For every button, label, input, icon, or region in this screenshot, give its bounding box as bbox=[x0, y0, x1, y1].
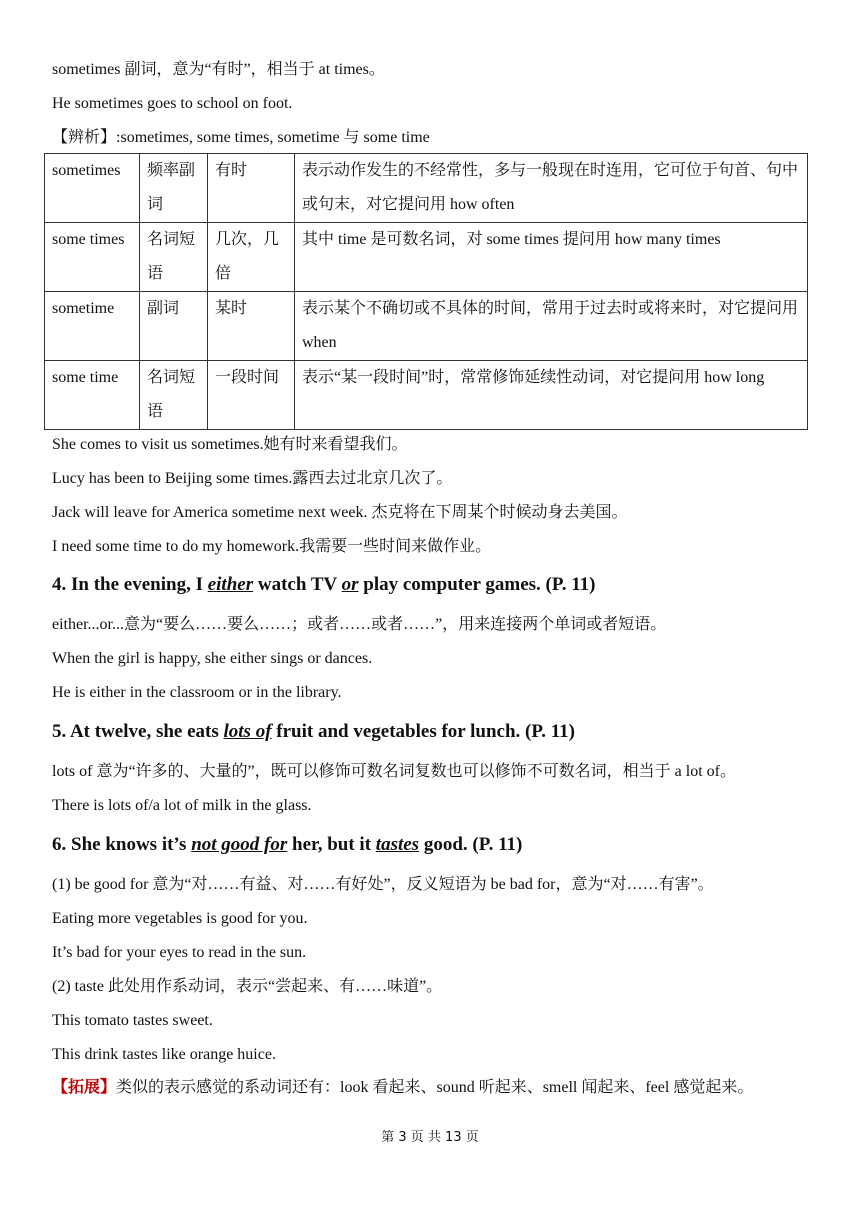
heading-text: fruit and vegetables for lunch. (P. 11) bbox=[271, 721, 576, 742]
heading-keyword: lots of bbox=[223, 721, 272, 742]
heading-keyword: not good for bbox=[191, 834, 288, 855]
expand-note bbox=[52, 1078, 753, 1098]
example-line: This tomato tastes sweet. bbox=[52, 1012, 213, 1029]
table-cell-meaning: 几次，几倍 bbox=[208, 223, 295, 292]
page-footer: 第 3 页 共 13 页 bbox=[381, 1130, 479, 1145]
table-cell-meaning: 有时 bbox=[208, 154, 295, 223]
table-cell-pos: 频率副词 bbox=[140, 154, 208, 223]
table-cell-meaning: 一段时间 bbox=[208, 361, 295, 430]
explanation-line: (1) be good for 意为“对……有益、对……有好处”，反义短语为 be bad for，意为“对……有害”。 bbox=[52, 876, 714, 893]
heading-text: watch TV bbox=[253, 574, 342, 595]
table-cell-pos: 名词短语 bbox=[140, 223, 208, 292]
table-cell-meaning: 某时 bbox=[208, 292, 295, 361]
heading-text: play computer games. (P. 11) bbox=[358, 574, 596, 595]
example-line: I need some time to do my homework.我需要一些时间来做作业。 bbox=[52, 538, 492, 555]
example-line: This drink tastes like orange huice. bbox=[52, 1046, 276, 1063]
section-heading-4 bbox=[52, 573, 596, 597]
table-row bbox=[45, 361, 808, 430]
example-line: Eating more vegetables is good for you. bbox=[52, 910, 308, 927]
heading-text: 6. She knows it’s bbox=[52, 834, 192, 855]
heading-text: good. (P. 11) bbox=[419, 834, 523, 855]
table-cell-pos: 副词 bbox=[140, 292, 208, 361]
example-line: Lucy has been to Beijing some times.露西去过北京几次了。 bbox=[52, 470, 453, 487]
table-cell-usage: 表示“某一段时间”时，常常修饰延续性动词，对它提问用 how long bbox=[295, 361, 808, 430]
example-line: When the girl is happy, she either sings or dances. bbox=[52, 650, 373, 667]
table-row bbox=[45, 154, 808, 223]
explanation-line: lots of 意为“许多的、大量的”，既可以修饰可数名词复数也可以修饰不可数名词，相当于 a lot of。 bbox=[52, 763, 736, 780]
example-line: She comes to visit us sometimes.她有时来看望我们。 bbox=[52, 436, 408, 453]
heading-text: her, but it bbox=[287, 834, 376, 855]
heading-text: 5. At twelve, she eats bbox=[52, 721, 224, 742]
example-line: Jack will leave for America sometime next week. 杰克将在下周某个时候动身去美国。 bbox=[52, 504, 628, 521]
section-heading-6 bbox=[52, 833, 522, 857]
example-line: It’s bad for your eyes to read in the sun. bbox=[52, 944, 307, 961]
comparison-table bbox=[44, 153, 808, 430]
table-cell-usage: 表示某个不确切或不具体的时间，常用于过去时或将来时，对它提问用 when bbox=[295, 292, 808, 361]
intro-line-1: sometimes 副词，意为“有时”，相当于 at times。 bbox=[52, 61, 385, 78]
table-row bbox=[45, 292, 808, 361]
explanation-line: either...or...意为“要么……要么……；或者……或者……”，用来连接两个单词或者短语。 bbox=[52, 616, 667, 633]
heading-keyword: either bbox=[207, 574, 254, 595]
heading-keyword: tastes bbox=[375, 834, 420, 855]
heading-text: 4. In the evening, I bbox=[52, 574, 208, 595]
table-cell-pos: 名词短语 bbox=[140, 361, 208, 430]
table-cell-term: some time bbox=[45, 361, 140, 430]
explanation-line: (2) taste 此处用作系动词，表示“尝起来、有……味道”。 bbox=[52, 978, 443, 995]
analysis-label bbox=[52, 128, 430, 148]
table-cell-usage: 其中 time 是可数名词，对 some times 提问用 how many times bbox=[295, 223, 808, 292]
analysis-text: :sometimes, some times, sometime 与 some time bbox=[116, 129, 430, 146]
section-heading-5 bbox=[52, 720, 575, 744]
example-line: He is either in the classroom or in the library. bbox=[52, 684, 342, 701]
table-cell-term: sometime bbox=[45, 292, 140, 361]
intro-line-2: He sometimes goes to school on foot. bbox=[52, 95, 293, 112]
expand-text: 类似的表示感觉的系动词还有：look 看起来、sound 听起来、smell 闻起来、feel 感觉起来。 bbox=[116, 1079, 754, 1096]
table-row bbox=[45, 223, 808, 292]
table-cell-term: sometimes bbox=[45, 154, 140, 223]
table-cell-term: some times bbox=[45, 223, 140, 292]
expand-label: 【拓展】 bbox=[52, 1079, 117, 1096]
table-cell-usage: 表示动作发生的不经常性，多与一般现在时连用，它可位于句首、句中或句末，对它提问用 how often bbox=[295, 154, 808, 223]
heading-keyword: or bbox=[341, 574, 359, 595]
analysis-bracket: 【辨析】 bbox=[52, 129, 117, 146]
example-line: There is lots of/a lot of milk in the glass. bbox=[52, 797, 312, 814]
